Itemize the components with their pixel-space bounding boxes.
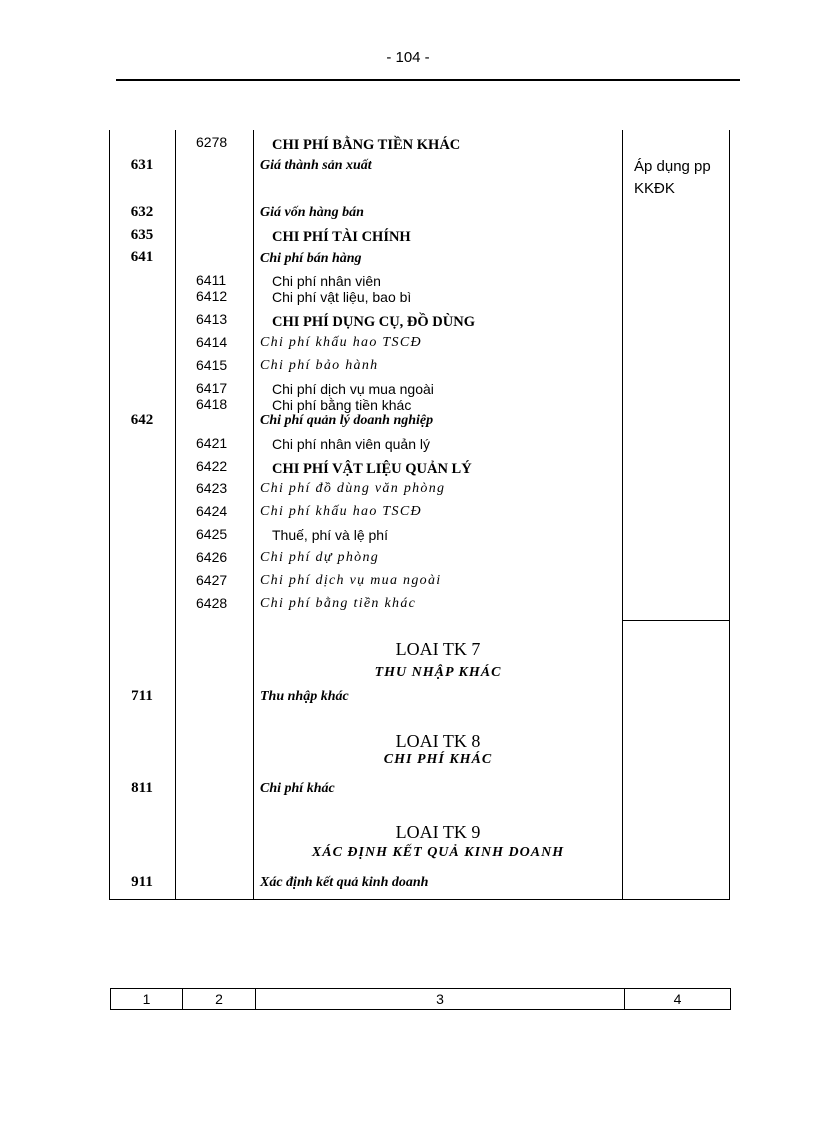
- method-note: [634, 156, 711, 200]
- account-name: CHI PHÍ DỤNG CỤ, ĐỒ DÙNG: [272, 314, 475, 330]
- account-number: 811: [131, 780, 153, 796]
- account-name: Chi phí vật liệu, bao bì: [272, 289, 412, 305]
- sub-account-number: 6413: [196, 311, 228, 327]
- account-name: Giá vốn hàng bán: [260, 205, 364, 220]
- account-name: Thu nhập khác: [260, 689, 349, 704]
- account-number: 631: [130, 157, 154, 173]
- sub-account-number: 6412: [196, 288, 228, 304]
- page-number: - 104 -: [386, 49, 430, 66]
- account-number: 635: [130, 227, 154, 243]
- account-name: Chi phí bằng tiền khác: [272, 397, 412, 413]
- account-name: Giá thành sản xuất: [260, 158, 372, 173]
- method-note-line-1: Áp dụng pp: [634, 158, 711, 175]
- account-name: Chi phí dịch vụ mua ngoài: [272, 381, 434, 397]
- sub-account-number: 6418: [196, 396, 228, 412]
- account-name: CHI PHÍ BẰNG TIỀN KHÁC: [272, 137, 461, 153]
- sub-account-number: 6411: [196, 272, 227, 288]
- section-subtitle: CHI PHÍ KHÁC: [383, 752, 493, 767]
- sub-account-number: 6427: [196, 572, 228, 588]
- account-name: CHI PHÍ TÀI CHÍNH: [272, 229, 411, 245]
- account-number: 632: [130, 204, 154, 220]
- sub-account-number: 6426: [196, 549, 228, 565]
- account-name: Chi phí khác: [260, 781, 335, 796]
- account-name: Chi phí nhân viên: [272, 273, 381, 289]
- account-number: 911: [131, 874, 153, 890]
- sub-account-number: 6414: [196, 334, 228, 350]
- section-title: LOAI TK 8: [395, 731, 481, 751]
- sub-account-number: 6428: [196, 595, 228, 611]
- section-title: LOAI TK 9: [395, 822, 481, 842]
- sub-account-number: 6423: [196, 480, 228, 496]
- account-name: Chi phí đồ dùng văn phòng: [260, 481, 446, 496]
- column-divider-3: [622, 130, 623, 900]
- account-name: Chi phí bán hàng: [260, 251, 362, 266]
- sub-account-number: 6421: [196, 435, 228, 451]
- table-right-border: [729, 130, 730, 900]
- column-number-1: 1: [111, 989, 183, 1009]
- account-name: Chi phí dịch vụ mua ngoài: [260, 573, 442, 588]
- account-number: 711: [131, 688, 153, 704]
- account-name: Chi phí khấu hao TSCĐ: [260, 335, 422, 350]
- account-name: Chi phí bằng tiền khác: [260, 596, 417, 611]
- column-divider-2: [253, 130, 254, 900]
- account-name: Chi phí nhân viên quản lý: [272, 436, 430, 452]
- sub-account-number: 6278: [196, 134, 228, 150]
- sub-account-number: 6422: [196, 458, 228, 474]
- note-cell-divider: [622, 620, 729, 621]
- account-name: Chi phí khấu hao TSCĐ: [260, 504, 422, 519]
- sub-account-number: 6417: [196, 380, 228, 396]
- column-number-strip: [110, 988, 731, 1010]
- header-rule: [116, 79, 740, 81]
- section-title: LOAI TK 7: [395, 639, 481, 659]
- method-note-line-2: KKĐK: [634, 180, 675, 197]
- account-number: 642: [130, 412, 154, 428]
- account-number: 641: [130, 249, 154, 265]
- table-bottom-border: [109, 899, 730, 900]
- account-name: Thuế, phí và lệ phí: [272, 527, 388, 543]
- column-divider-1: [175, 130, 176, 900]
- sub-account-number: 6424: [196, 503, 228, 519]
- account-name: CHI PHÍ VẬT LIỆU QUẢN LÝ: [272, 461, 472, 477]
- section-subtitle: THU NHẬP KHÁC: [374, 665, 502, 680]
- account-name: Chi phí bảo hành: [260, 358, 379, 373]
- column-number-4: 4: [673, 991, 682, 1007]
- sub-account-number: 6425: [196, 526, 228, 542]
- sub-account-number: 6415: [196, 357, 228, 373]
- column-number-2: 2: [183, 989, 256, 1009]
- account-name: Xác định kết quả kinh doanh: [260, 875, 429, 890]
- account-name: Chi phí quản lý doanh nghiệp: [260, 413, 434, 428]
- column-number-3: 3: [256, 989, 625, 1009]
- account-name: Chi phí dự phòng: [260, 550, 380, 565]
- section-subtitle: XÁC ĐỊNH KẾT QUẢ KINH DOANH: [311, 845, 565, 860]
